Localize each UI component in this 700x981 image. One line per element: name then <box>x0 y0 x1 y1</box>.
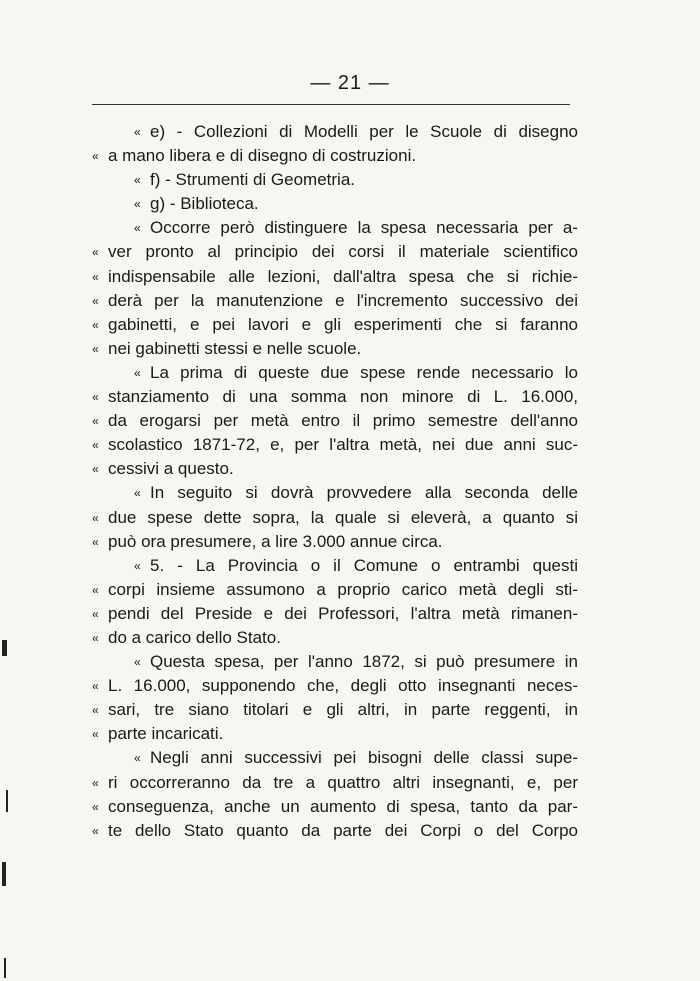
line-text: nei gabinetti stessi e nelle scuole. <box>108 338 362 358</box>
text-line <box>92 216 578 240</box>
line-text: La prima di queste due spese rende necessario lo <box>150 362 578 382</box>
quote-mark: « <box>92 727 99 742</box>
text-line <box>92 313 578 337</box>
quote-mark: « <box>92 823 99 838</box>
quote-mark: « <box>92 582 99 597</box>
text-line <box>92 265 578 289</box>
quote-mark: « <box>134 173 141 188</box>
text-line <box>92 192 578 216</box>
text-line <box>92 385 578 409</box>
quote-mark: « <box>134 197 141 212</box>
line-text: Questa spesa, per l'anno 1872, si può presumere in <box>150 652 578 672</box>
line-text: pendi del Preside e dei Professori, l'altra metà rimanen- <box>108 603 578 623</box>
text-line <box>92 120 578 144</box>
text-line <box>92 289 578 313</box>
quote-mark: « <box>134 486 141 501</box>
text-line <box>92 746 578 770</box>
line-text: ver pronto al principio dei corsi il materiale scientifico <box>108 242 578 262</box>
line-text: Negli anni successivi pei bisogni delle classi supe- <box>150 748 578 768</box>
text-line <box>92 337 578 361</box>
line-text: derà per la manutenzione e l'incremento successivo dei <box>108 290 578 310</box>
text-line <box>92 457 578 481</box>
quote-mark: « <box>92 293 99 308</box>
line-text: g) - Biblioteca. <box>150 194 259 214</box>
line-text: a mano libera e di disegno di costruzioni. <box>108 146 417 166</box>
line-text: f) - Strumenti di Geometria. <box>150 170 356 190</box>
text-line <box>92 578 578 602</box>
margin-mark <box>2 862 6 886</box>
line-text: conseguenza, anche un aumento di spesa, tanto da par- <box>108 796 578 816</box>
text-line <box>92 795 578 819</box>
text-line <box>92 433 578 457</box>
text-line <box>92 409 578 433</box>
quote-mark: « <box>134 558 141 573</box>
line-text: parte incaricati. <box>108 724 224 744</box>
text-line <box>92 722 578 746</box>
text-line <box>92 144 578 168</box>
line-text: da erogarsi per metà entro il primo semestre dell'anno <box>108 411 578 431</box>
line-text: cessivi a questo. <box>108 459 234 479</box>
text-line <box>92 530 578 554</box>
quote-mark: « <box>92 679 99 694</box>
quote-mark: « <box>92 245 99 260</box>
quote-mark: « <box>92 438 99 453</box>
quote-mark: « <box>92 390 99 405</box>
line-text: 5. - La Provincia o il Comune o entrambi questi <box>150 555 578 575</box>
text-line <box>92 650 578 674</box>
quote-mark: « <box>92 149 99 164</box>
quote-mark: « <box>134 655 141 670</box>
text-line <box>92 240 578 264</box>
quote-mark: « <box>134 221 141 236</box>
quote-mark: « <box>92 462 99 477</box>
line-text: ri occorreranno da tre a quattro altri insegnanti, e, per <box>108 772 578 792</box>
margin-mark <box>6 790 8 812</box>
line-text: corpi insieme assumono a proprio carico metà degli sti- <box>108 579 578 599</box>
body-text <box>92 120 578 843</box>
line-text: In seguito si dovrà provvedere alla seconda delle <box>150 483 578 503</box>
quote-mark: « <box>92 414 99 429</box>
line-text: stanziamento di una somma non minore di L. 16.000, <box>108 387 578 407</box>
line-text: te dello Stato quanto da parte dei Corpi o del Corpo <box>108 820 578 840</box>
quote-mark: « <box>92 775 99 790</box>
quote-mark: « <box>134 751 141 766</box>
quote-mark: « <box>134 365 141 380</box>
text-line <box>92 602 578 626</box>
text-line <box>92 554 578 578</box>
text-line <box>92 626 578 650</box>
quote-mark: « <box>92 703 99 718</box>
text-line <box>92 771 578 795</box>
line-text: due spese dette sopra, la quale si eleverà, a quanto si <box>108 507 578 527</box>
quote-mark: « <box>92 630 99 645</box>
text-line <box>92 481 578 505</box>
header-rule <box>92 104 570 105</box>
text-line <box>92 698 578 722</box>
text-line <box>92 168 578 192</box>
quote-mark: « <box>92 534 99 549</box>
quote-mark: « <box>92 510 99 525</box>
quote-mark: « <box>92 606 99 621</box>
text-line <box>92 361 578 385</box>
line-text: può ora presumere, a lire 3.000 annue circa. <box>108 531 443 551</box>
quote-mark: « <box>134 125 141 139</box>
line-text: do a carico dello Stato. <box>108 627 281 647</box>
quote-mark: « <box>92 317 99 332</box>
page-number: — 21 — <box>310 72 390 94</box>
quote-mark: « <box>92 341 99 356</box>
line-text: L. 16.000, supponendo che, degli otto insegnanti neces- <box>108 676 578 696</box>
line-text: e) - Collezioni di Modelli per le Scuole di disegno <box>150 122 578 141</box>
margin-mark <box>2 640 7 656</box>
line-text: indispensabile alle lezioni, dall'altra spesa che si richie- <box>108 266 578 286</box>
text-line <box>92 674 578 698</box>
text-line <box>92 506 578 530</box>
text-line <box>92 819 578 843</box>
quote-mark: « <box>92 799 99 814</box>
line-text: gabinetti, e pei lavori e gli esperimenti che si faranno <box>108 314 578 334</box>
line-text: Occorre però distinguere la spesa necessaria per a- <box>150 218 578 238</box>
line-text: scolastico 1871-72, e, per l'altra metà, nei due anni suc- <box>108 435 578 455</box>
line-text: sari, tre siano titolari e gli altri, in parte reggenti, in <box>108 700 578 720</box>
quote-mark: « <box>92 269 99 284</box>
margin-mark <box>4 958 6 978</box>
